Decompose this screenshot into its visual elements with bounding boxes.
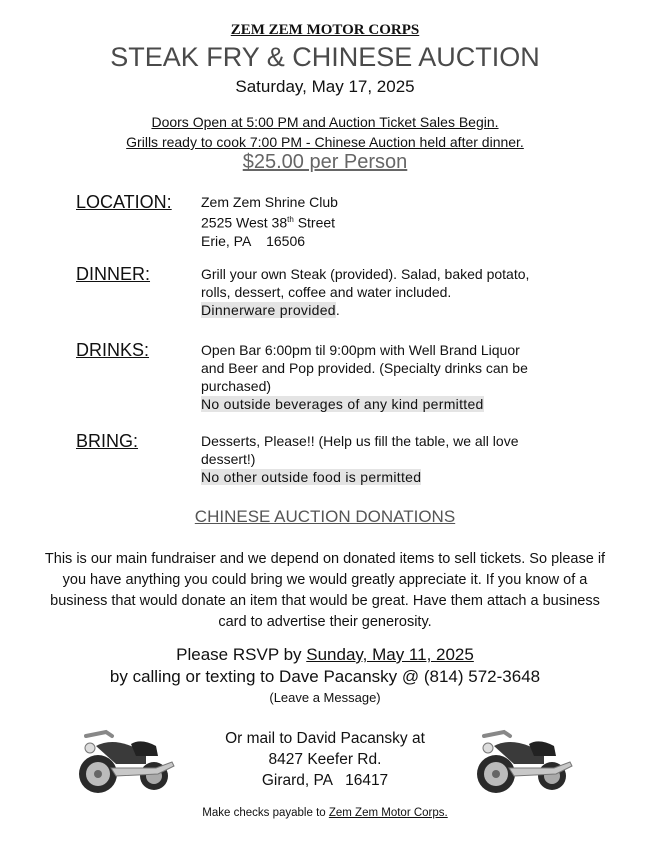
location-text (201, 193, 561, 250)
checks-note: Make checks payable to Zem Zem Motor Corps. (202, 807, 448, 819)
dinner-text: Grill your own Steak (provided). Salad, baked potato, rolls, dessert, coffee and water included. Dinnerware provided. (201, 266, 530, 318)
drinks-text: Open Bar 6:00pm til 9:00pm with Well Brand Liquor and Beer and Pop provided. (Specialty drinks can be purchased) No outside beverages of any kind permitted (201, 342, 528, 412)
drinks-highlight: No outside beverages of any kind permitted (201, 396, 484, 412)
motorcycle-icon (474, 724, 574, 796)
bring-highlight: No other outside food is permitted (201, 469, 422, 485)
rsvp-contact: by calling or texting to Dave Pacansky @ (814) 572-3648 (109, 667, 541, 686)
event-times (0, 112, 650, 152)
rsvp-date: Sunday, May 11, 2025 (306, 645, 474, 664)
bring-text: Desserts, Please!! (Help us fill the table, we all love dessert!) No other outside food is permitted (201, 433, 519, 485)
donations-body: This is our main fundraiser and we depend on donated items to sell tickets. So please if you have anything you could bring we would greatly appreciate it. If you know of a business that would donate an item that would be great. Have them attach a business card to advertise their generosity. (44, 551, 606, 630)
checks-payee: Zem Zem Motor Corps. (328, 807, 448, 819)
event-date: Saturday, May 17, 2025 (235, 77, 415, 96)
mail-address: Or mail to David Pacansky at 8427 Keefer Rd. Girard, PA 16417 (225, 730, 425, 789)
dinner-label: DINNER: (76, 264, 151, 284)
donations-heading: CHINESE AUCTION DONATIONS (194, 507, 456, 526)
rsvp-note: (Leave a Message) (269, 690, 381, 705)
location-venue: Zem Zem Shrine Club (201, 194, 338, 210)
grills-ready-line: Grills ready to cook 7:00 PM - Chinese Auction held after dinner. (126, 134, 524, 150)
doors-open-line: Doors Open at 5:00 PM and Auction Ticket Sales Begin. (151, 114, 499, 130)
drinks-label: DRINKS: (76, 340, 150, 360)
price: $25.00 per Person (242, 151, 408, 173)
bring-label: BRING: (76, 431, 139, 451)
dinner-highlight: Dinnerware provided (201, 302, 336, 318)
org-name: ZEM ZEM MOTOR CORPS (230, 22, 420, 38)
event-title: STEAK FRY & CHINESE AUCTION (110, 42, 540, 72)
motorcycle-icon (76, 724, 176, 796)
rsvp-line: Please RSVP by Sunday, May 11, 2025 (176, 645, 474, 664)
location-street: 2525 West 38th Street (201, 214, 336, 231)
location-label: LOCATION: (76, 192, 172, 212)
location-city: Erie, PA 16506 (201, 232, 306, 249)
